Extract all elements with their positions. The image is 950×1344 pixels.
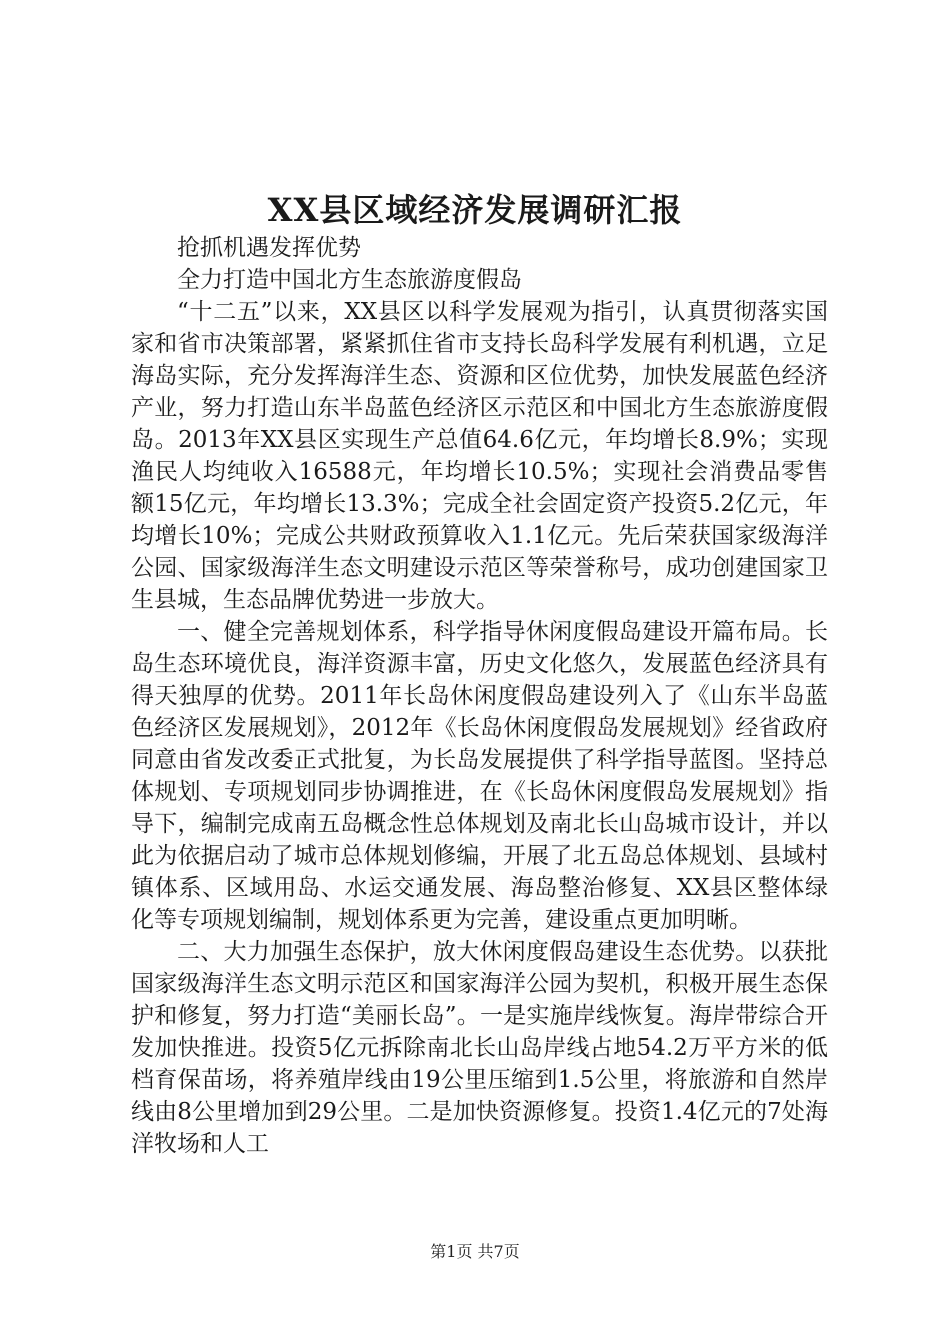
paragraph-section-1: 一、健全完善规划体系，科学指导休闲度假岛建设开篇布局。长岛生态环境优良，海洋资源丰富，历史文化悠久，发展蓝色经济具有得天独厚的优势。2011年长岛休闲度假岛建设列入了《山东半岛蓝色经济区发展规划》，2012年《长岛休闲度假岛发展规划》经省政府同意由省发改委正式批复，为长岛发展提供了科学指导蓝图。坚持总体规划、专项规划同步协调推进，在《长岛休闲度假岛发展规划》指导下，编制完成南五岛概念性总体规划及南北长山岛城市设计，并以此为依据启动了城市总体规划修编，开展了北五岛总体规划、县域村镇体系、区域用岛、水运交通发展、海岛整治修复、XX县区整体绿化等专项规划编制，规划体系更为完善，建设重点更加明晰。 <box>131 619 828 933</box>
document-title: XX县区域经济发展调研汇报 <box>267 191 683 229</box>
subtitle-line-1: 抢抓机遇发挥优势 <box>177 235 361 261</box>
subtitle-line-2: 全力打造中国北方生态旅游度假岛 <box>177 267 522 293</box>
page-footer: 第1页 共7页 <box>430 1242 520 1261</box>
paragraph-intro: “十二五”以来，XX县区以科学发展观为指引，认真贯彻落实国家和省市决策部署，紧紧抓住省市支持长岛科学发展有利机遇，立足海岛实际，充分发挥海洋生态、资源和区位优势，加快发展蓝色经济产业，努力打造山东半岛蓝色经济区示范区和中国北方生态旅游度假岛。2013年XX县区实现生产总值64.6亿元，年均增长8.9%；实现渔民人均纯收入16588元，年均增长10.5%；实现社会消费品零售额15亿元，年均增长13.3%；完成全社会固定资产投资5.2亿元，年均增长10%；完成公共财政预算收入1.1亿元。先后荣获国家级海洋公园、国家级海洋生态文明建设示范区等荣誉称号，成功创建国家卫生县城，生态品牌优势进一步放大。 <box>131 299 828 613</box>
document-body <box>131 232 828 1160</box>
paragraph-section-2: 二、大力加强生态保护，放大休闲度假岛建设生态优势。以获批国家级海洋生态文明示范区和国家海洋公园为契机，积极开展生态保护和修复，努力打造“美丽长岛”。一是实施岸线恢复。海岸带综合开发加快推进。投资5亿元拆除南北长山岛岸线占地54.2万平方米的低档育保苗场，将养殖岸线由19公里压缩到1.5公里，将旅游和自然岸线由8公里增加到29公里。二是加快资源修复。投资1.4亿元的7处海洋牧场和人工 <box>131 939 828 1157</box>
